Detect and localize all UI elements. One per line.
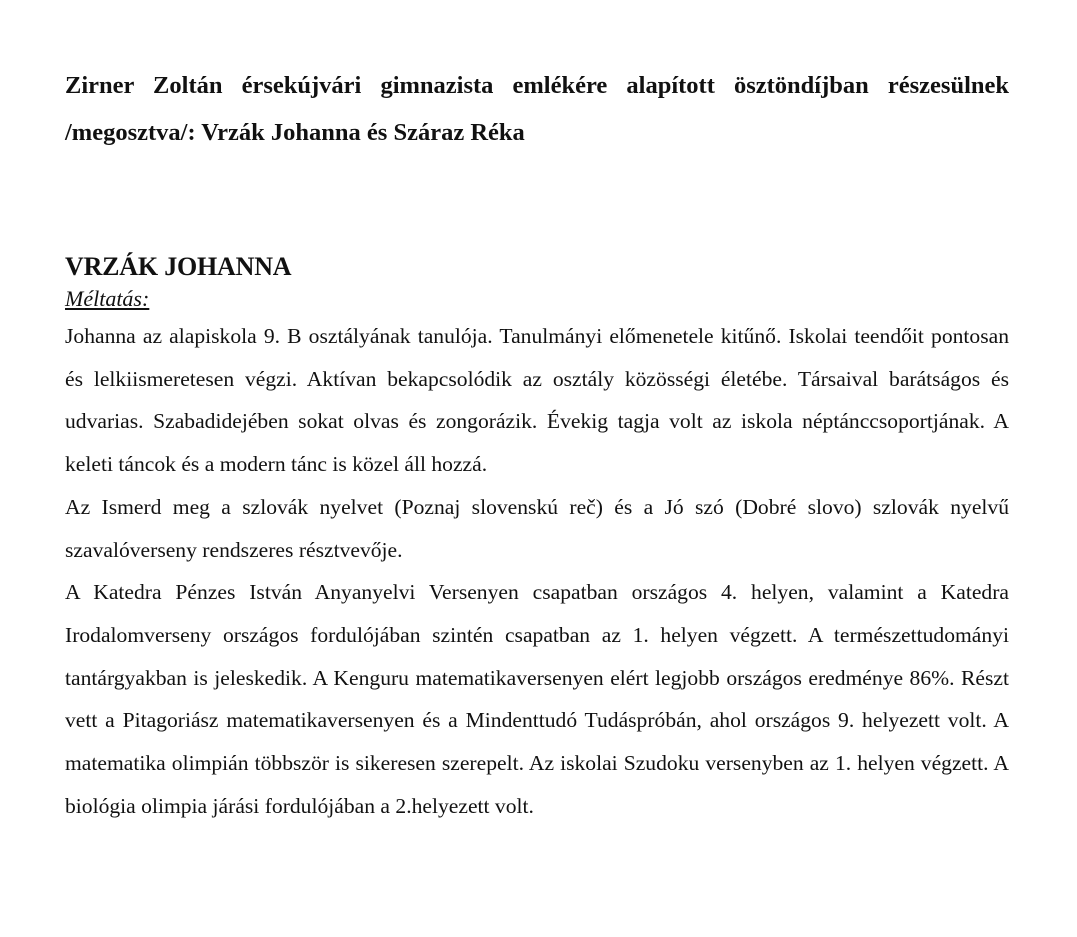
section-label: Méltatás: <box>65 286 150 311</box>
paragraph: Az Ismerd meg a szlovák nyelvet (Poznaj slovenskú reč) és a Jó szó (Dobré slovo) szlovák nyelvű szavalóverseny rendszeres résztvevője. <box>65 494 1009 562</box>
student-name-heading: VRZÁK JOHANNA <box>65 252 292 281</box>
document-heading: Zirner Zoltán érsekújvári gimnazista emlékére alapított ösztöndíjban részesülnek /megosztva/: Vrzák Johanna és Száraz Réka <box>65 72 1009 146</box>
document-page <box>65 62 1009 827</box>
paragraph: A Katedra Pénzes István Anyanyelvi Versenyen csapatban országos 4. helyen, valamint a Katedra Irodalomverseny országos fordulójában szintén csapatban az 1. helyen végzett. A természettudományi tantárgyakban is jeleskedik. A Kenguru matematikaversenyen elért legjobb országos eredménye 86%. Részt vett a Pitagoriász matematikaversenyen és a Mindenttudó Tudáspróbán, ahol országos 9. helyezett volt. A matematika olimpián többször is sikeresen szerepelt. Az iskolai Szudoku versenyben az 1. helyen végzett. A biológia olimpia járási fordulójában a 2.helyezett volt. <box>65 580 1009 818</box>
paragraph: Johanna az alapiskola 9. B osztályának tanulója. Tanulmányi előmenetele kitűnő. Iskolai teendőit pontosan és lelkiismeretesen végzi. Aktívan bekapcsolódik az osztály közösségi életébe. Társaival barátságos és udvarias. Szabadidejében sokat olvas és zongorázik. Évekig tagja volt az iskola néptánccsoportjának. A keleti táncok és a modern tánc is közel áll hozzá. <box>65 324 1009 477</box>
